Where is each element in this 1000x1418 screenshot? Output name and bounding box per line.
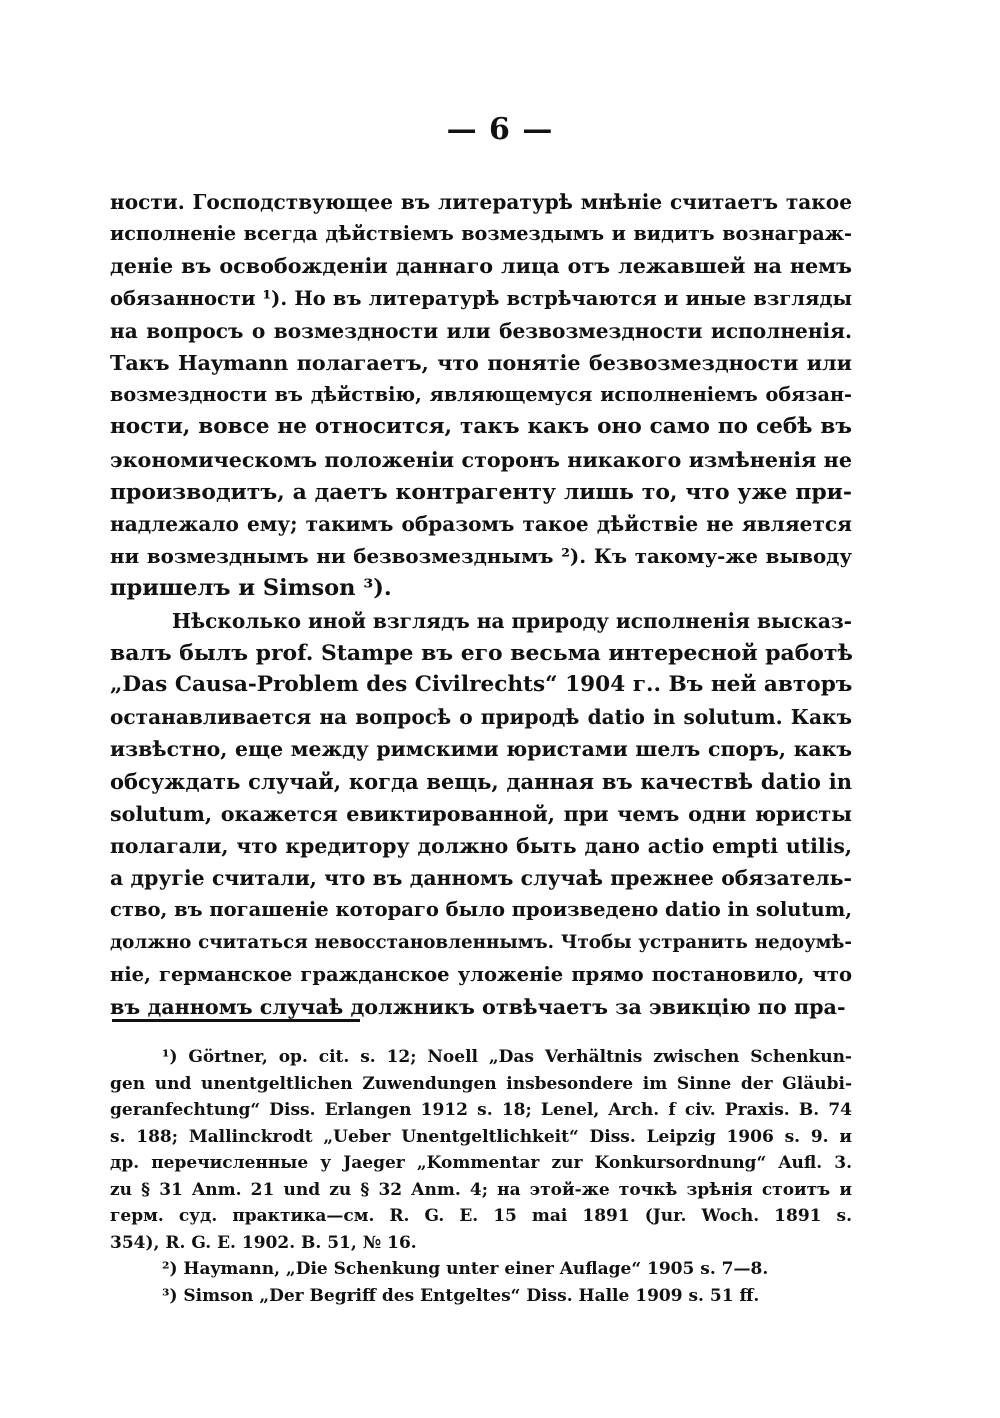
footnote-line: др. перечисленные у Jaeger „Kommentar zur Konkursordnung“ Aufl. 3.: [110, 1153, 852, 1173]
text-line: въ данномъ случаѣ должникъ отвѣчаетъ за эвикцію по пра-: [110, 995, 846, 1020]
text-line: на вопросъ о возмездности или безвозмездности исполненія.: [110, 318, 852, 343]
footnote: [110, 1283, 852, 1310]
text-line: валъ былъ prof. Stampe въ его весьма интересной работѣ: [110, 639, 853, 666]
text-line: ни возмезднымъ ни безвозмезднымъ ²). Къ такому-же выводу: [110, 544, 852, 569]
paragraph: [110, 186, 852, 605]
text-line: а другіе считали, что въ данномъ случаѣ прежнее обязатель-: [110, 866, 852, 891]
footnote: [110, 1256, 852, 1283]
footnote-line: gen und unentgeltlichen Zuwendungen insbesondere im Sinne der Gläubi-: [110, 1073, 852, 1094]
footnote: [110, 1044, 852, 1256]
footnote-line: geranfechtung“ Diss. Erlangen 1912 s. 18; Lenel, Arch. f civ. Praxis. B. 74: [110, 1100, 852, 1120]
footnote-divider: [112, 1019, 360, 1022]
text-line: ности. Господствующее въ литературѣ мнѣніе считаетъ такое: [110, 190, 852, 214]
footnotes: [110, 1044, 852, 1309]
footnote-line: zu § 31 Anm. 21 und zu § 32 Anm. 4; на этой-же точкѣ зрѣнія стоитъ и: [110, 1179, 852, 1200]
text-line: возмездности въ дѣйствію, являющемуся исполненіемъ обязан-: [110, 383, 852, 407]
footnote-line: s. 188; Mallinckrodt „Ueber Unentgeltlichkeit“ Diss. Leipzig 1906 s. 9. и: [110, 1126, 852, 1147]
text-line: останавливается на вопросѣ о природѣ datio in solutum. Какъ: [110, 705, 852, 730]
text-line: деніе въ освобожденіи даннаго лица отъ лежавшей на немъ: [110, 254, 852, 279]
text-line: полагали, что кредитору должно быть дано actio empti utilis,: [110, 834, 852, 859]
text-line: пришелъ и Simson ³).: [110, 575, 392, 602]
paragraph: [110, 605, 852, 1024]
page-number: — 6 —: [446, 112, 554, 147]
text-line: извѣстно, еще между римскими юристами шелъ споръ, какъ: [110, 737, 852, 762]
text-line: исполненіе всегда дѣйствіемъ возмездымъ и видитъ вознаграж-: [110, 222, 852, 246]
footnote-line: 354), R. G. E. 1902. B. 51, № 16.: [110, 1232, 417, 1253]
text-line: обсуждать случай, когда вещь, данная въ качествѣ datio in: [110, 768, 852, 794]
text-line: ности, вовсе не относится, такъ какъ оно само по себѣ въ: [110, 414, 852, 440]
text-line: надлежало ему; такимъ образомъ такое дѣйствіе не является: [110, 512, 852, 537]
text-line: ство, въ погашеніе котораго было произведено datio in solutum,: [110, 898, 853, 922]
footnote-line: ¹) Görtner, op. cit. s. 12; Noell „Das Verhältnis zwischen Schenkun-: [162, 1047, 852, 1067]
text-line: экономическомъ положеніи сторонъ никакого измѣненія не: [110, 447, 852, 472]
footnote-line: герм. суд. практика—см. R. G. E. 15 mai 1891 (Jur. Woch. 1891 s.: [110, 1206, 852, 1226]
body-text: [110, 186, 852, 1023]
text-line: Такъ Haymann полагаетъ, что понятіе безвозмездности или: [110, 351, 852, 376]
footnote-line: ³) Simson „Der Begriff des Entgeltes“ Diss. Halle 1909 s. 51 ff.: [162, 1285, 760, 1306]
text-line: обязанности ¹). Но въ литературѣ встрѣчаются и иные взгляды: [110, 286, 852, 310]
text-line: производитъ, а даетъ контрагенту лишь то, что уже при-: [110, 478, 852, 505]
text-line: solutum, окажется евиктированной, при чемъ одни юристы: [110, 801, 852, 826]
text-line: Нѣсколько иной взглядъ на природу исполненія высказ-: [172, 608, 853, 633]
text-line: ніе, германское гражданское уложеніе прямо постановило, что: [110, 962, 852, 986]
footnote-line: ²) Haymann, „Die Schenkung unter einer Auflage“ 1905 s. 7—8.: [162, 1259, 769, 1279]
text-line: должно считаться невосстановленнымъ. Чтобы устранить недоумѣ-: [110, 931, 852, 953]
text-line: „Das Causa-Problem des Civilrechts“ 1904 г.. Въ ней авторъ: [110, 672, 853, 698]
